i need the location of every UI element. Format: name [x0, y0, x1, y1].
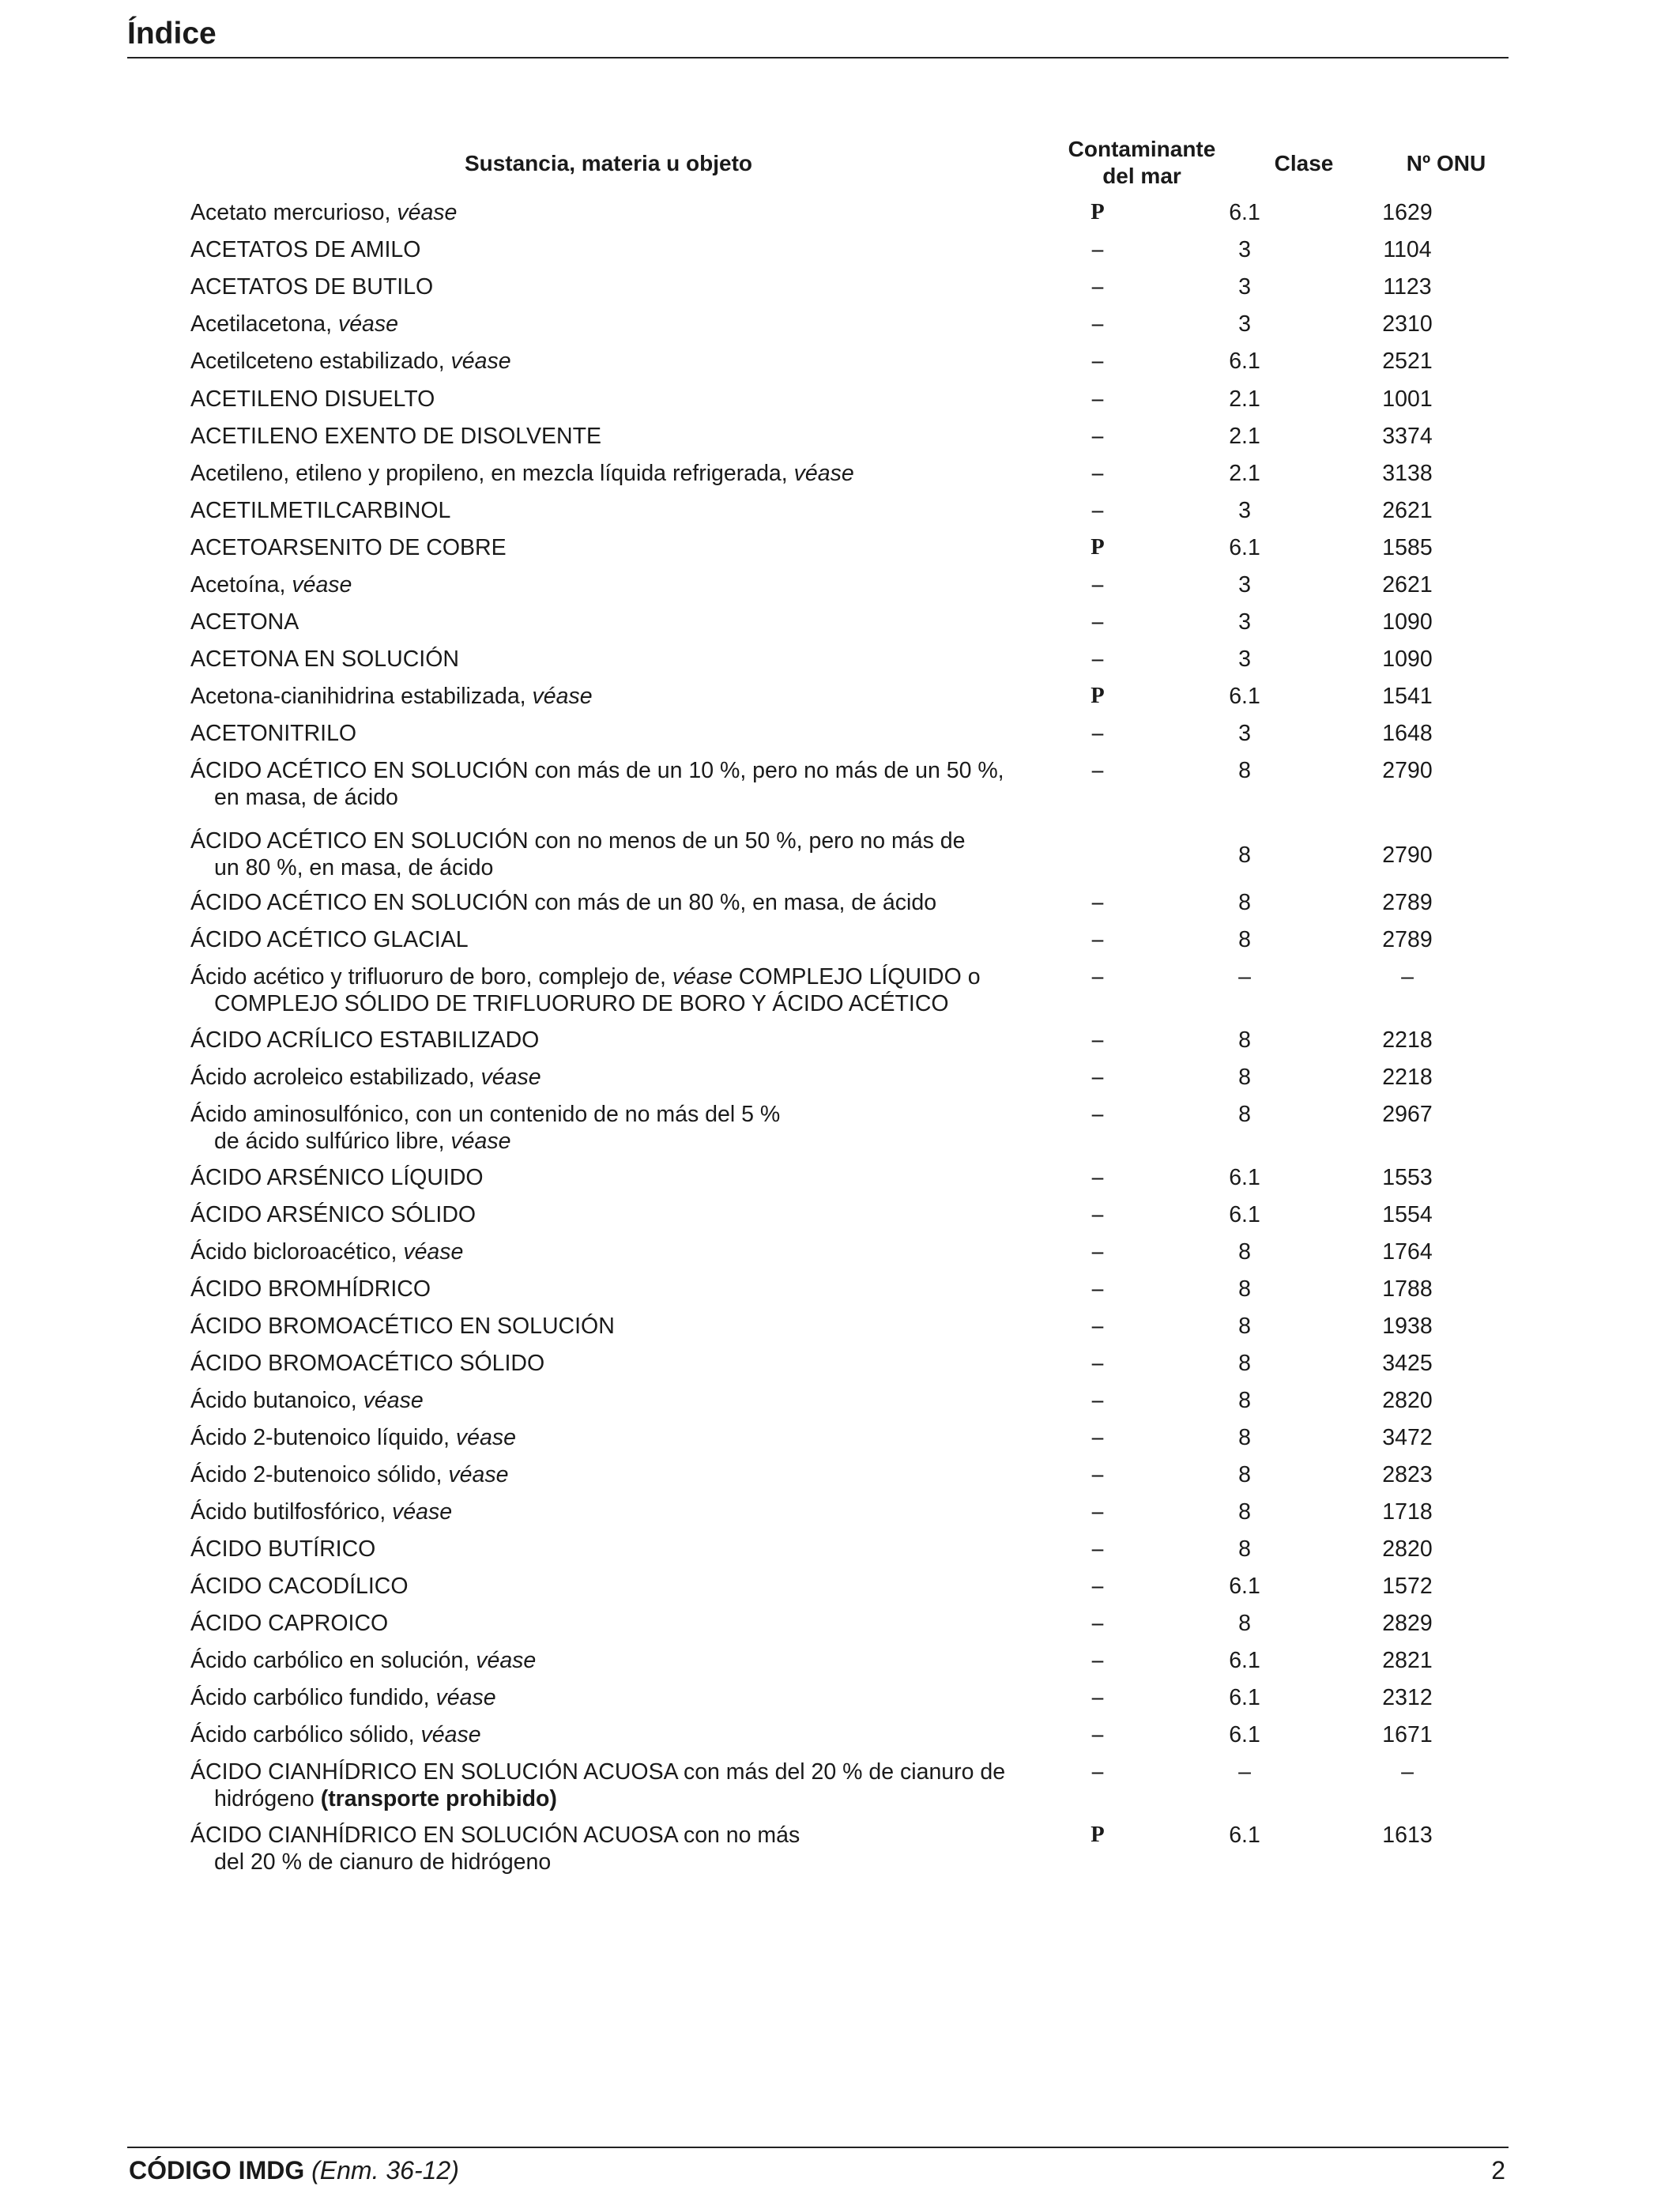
- substance-name: [190, 683, 1044, 710]
- class-cell: 8: [1238, 1351, 1251, 1376]
- substance-name: [190, 1647, 1044, 1674]
- marine-pollutant-cell: –: [1091, 572, 1104, 597]
- class-cell: 6.1: [1229, 1722, 1260, 1747]
- substance-text: ÁCIDO ACÉTICO EN SOLUCIÓN con no menos de un 50 %, pero no más de: [190, 828, 966, 854]
- substance-line-2: [190, 1785, 1044, 1812]
- substance-text: del 20 % de cianuro de hidrógeno: [214, 1849, 552, 1875]
- un-number-cell: 2789: [1382, 890, 1433, 915]
- substance-line-1: [190, 926, 1044, 953]
- substance-line-1: [190, 827, 1044, 854]
- substance-text: ÁCIDO BUTÍRICO: [190, 1536, 376, 1562]
- substance-name: [190, 963, 1044, 1017]
- marine-pollutant-cell: –: [1091, 1276, 1104, 1301]
- substance-name: [190, 1387, 1044, 1414]
- substance-text: (transporte prohibido): [320, 1786, 557, 1811]
- un-number-cell: 1572: [1382, 1574, 1433, 1599]
- substance-name: [190, 1101, 1044, 1155]
- substance-name: [190, 646, 1044, 673]
- see-reference: véase: [476, 1648, 537, 1673]
- substance-name: [190, 1759, 1044, 1812]
- class-cell: 8: [1238, 843, 1251, 868]
- see-reference: véase: [337, 311, 399, 337]
- substance-line-1: [190, 1498, 1044, 1525]
- marine-pollutant-cell: –: [1091, 647, 1104, 671]
- column-header-marine-pollutant-line2: del mar: [1102, 164, 1181, 188]
- see-reference: véase: [450, 1129, 511, 1154]
- un-number-cell: 2789: [1382, 927, 1433, 952]
- substance-name: [190, 236, 1044, 263]
- marine-pollutant-cell: –: [1091, 237, 1104, 262]
- substance-line-1: [190, 1822, 1044, 1849]
- un-number-cell: 2310: [1382, 311, 1433, 337]
- substance-line-1: [190, 497, 1044, 524]
- un-number-cell: 1123: [1383, 274, 1432, 300]
- marine-pollutant-cell: –: [1091, 1065, 1104, 1089]
- substance-name: [190, 534, 1044, 561]
- substance-text: ACETILMETILCARBINOL: [190, 498, 451, 523]
- see-reference: véase: [363, 1388, 424, 1413]
- substance-text: Acetona-cianihidrina estabilizada,: [190, 684, 533, 709]
- substance-text: hidrógeno: [214, 1786, 321, 1811]
- substance-name: [190, 1536, 1044, 1563]
- substance-text: un 80 %, en masa, de ácido: [214, 855, 494, 880]
- marine-pollutant-cell: –: [1091, 1388, 1104, 1412]
- substance-name: [190, 609, 1044, 635]
- substance-text: ACETILENO EXENTO DE DISOLVENTE: [190, 424, 601, 449]
- footer-code: CÓDIGO IMDG: [129, 2156, 305, 2185]
- substance-line-1: [190, 889, 1044, 916]
- substance-text: Ácido butilfosfórico,: [190, 1499, 393, 1525]
- substance-text: ÁCIDO ACÉTICO EN SOLUCIÓN con más de un 80 %, en masa, de ácido: [190, 890, 937, 915]
- substance-name: [190, 1027, 1044, 1054]
- substance-name: [190, 386, 1044, 413]
- un-number-cell: 2820: [1382, 1388, 1433, 1413]
- substance-text: Ácido butanoico,: [190, 1388, 363, 1413]
- un-number-cell: 1553: [1382, 1165, 1433, 1190]
- un-number-cell: 1671: [1382, 1722, 1433, 1747]
- marine-pollutant-cell: –: [1091, 349, 1104, 373]
- class-cell: 2.1: [1229, 386, 1260, 412]
- substance-name: [190, 757, 1044, 811]
- substance-name: [190, 926, 1044, 953]
- marine-pollutant-cell: –: [1091, 1202, 1104, 1227]
- substance-name: [190, 1064, 1044, 1091]
- un-number-cell: 2621: [1382, 572, 1433, 598]
- substance-name: [190, 1822, 1044, 1875]
- column-header-substance: Sustancia, materia u objeto: [464, 151, 753, 175]
- footer-amendment: (Enm. 36-12): [311, 2156, 459, 2185]
- class-cell: 8: [1238, 927, 1251, 952]
- substance-name: [190, 1721, 1044, 1748]
- page-title: Índice: [127, 17, 217, 51]
- substance-text: ACETOARSENITO DE COBRE: [190, 535, 507, 560]
- class-cell: 6.1: [1229, 684, 1260, 709]
- substance-line-1: [190, 1276, 1044, 1302]
- substance-line-1: [190, 1201, 1044, 1228]
- substance-name: [190, 1276, 1044, 1302]
- marine-pollutant-cell: –: [1091, 498, 1104, 522]
- un-number-cell: 2823: [1382, 1462, 1433, 1487]
- marine-pollutant-cell: –: [1091, 1165, 1104, 1189]
- un-number-cell: 2218: [1382, 1027, 1433, 1053]
- marine-pollutant-cell: –: [1091, 964, 1104, 989]
- class-cell: 2.1: [1229, 461, 1260, 486]
- class-cell: 2.1: [1229, 424, 1260, 449]
- un-number-cell: 2621: [1382, 498, 1433, 523]
- marine-pollutant-cell: –: [1091, 461, 1104, 485]
- marine-pollutant-cell: –: [1091, 1648, 1104, 1672]
- substance-text: ACETATOS DE AMILO: [190, 237, 421, 262]
- substance-name: [190, 827, 1044, 881]
- substance-text: de ácido sulfúrico libre,: [214, 1129, 451, 1154]
- class-cell: 8: [1238, 1462, 1251, 1487]
- see-reference: véase: [392, 1499, 453, 1525]
- substance-line-1: [190, 1721, 1044, 1748]
- substance-name: [190, 311, 1044, 337]
- un-number-cell: 1090: [1382, 609, 1433, 635]
- un-number-cell: 1938: [1382, 1314, 1433, 1339]
- substance-line-2: [190, 784, 1044, 811]
- page-header: [127, 11, 1509, 58]
- class-cell: 8: [1238, 1611, 1251, 1636]
- class-cell: 6.1: [1229, 1165, 1260, 1190]
- class-cell: 6.1: [1229, 200, 1260, 225]
- see-reference: véase: [292, 572, 352, 598]
- class-cell: 8: [1238, 1027, 1251, 1053]
- class-cell: 6.1: [1229, 1685, 1260, 1710]
- marine-pollutant-cell: –: [1091, 758, 1104, 782]
- marine-pollutant-cell: –: [1091, 1027, 1104, 1052]
- un-number-cell: 2820: [1382, 1536, 1433, 1562]
- substance-text: ACETILENO DISUELTO: [190, 386, 435, 412]
- un-number-cell: 3425: [1382, 1351, 1433, 1376]
- column-header-marine-pollutant-line1: Contaminante: [1068, 137, 1216, 161]
- substance-line-1: [190, 311, 1044, 337]
- substance-line-1: [190, 609, 1044, 635]
- marine-pollutant-cell: –: [1091, 1536, 1104, 1561]
- substance-text: Ácido carbólico sólido,: [190, 1722, 421, 1747]
- substance-text: Ácido bicloroacético,: [190, 1239, 404, 1265]
- class-cell: –: [1238, 1759, 1251, 1785]
- un-number-cell: 1718: [1382, 1499, 1433, 1525]
- un-number-cell: 2790: [1382, 843, 1433, 868]
- class-cell: 3: [1238, 237, 1251, 262]
- marine-pollutant-cell: –: [1091, 1611, 1104, 1635]
- un-number-cell: –: [1401, 964, 1414, 990]
- substance-name: [190, 1238, 1044, 1265]
- marine-pollutant-cell: –: [1091, 609, 1104, 634]
- marine-pollutant-cell: P: [1090, 684, 1105, 708]
- see-reference: véase: [672, 964, 733, 990]
- page-footer: [127, 2147, 1509, 2192]
- marine-pollutant-cell: –: [1091, 1102, 1104, 1126]
- see-reference: véase: [455, 1425, 516, 1450]
- substance-line-1: [190, 683, 1044, 710]
- un-number-cell: 1554: [1382, 1202, 1433, 1227]
- substance-line-1: [190, 386, 1044, 413]
- un-number-cell: 2521: [1382, 349, 1433, 374]
- substance-line-1: [190, 1573, 1044, 1600]
- class-cell: 6.1: [1229, 1574, 1260, 1599]
- un-number-cell: 2967: [1382, 1102, 1433, 1127]
- marine-pollutant-cell: –: [1091, 311, 1104, 336]
- un-number-cell: 3374: [1382, 424, 1433, 449]
- substance-name: [190, 199, 1044, 226]
- marine-pollutant-cell: P: [1090, 1823, 1105, 1847]
- substance-name: [190, 571, 1044, 598]
- table-header: [190, 136, 1501, 207]
- un-number-cell: 1648: [1382, 721, 1433, 746]
- substance-text: ÁCIDO ACRÍLICO ESTABILIZADO: [190, 1027, 540, 1053]
- substance-line-1: [190, 273, 1044, 300]
- class-cell: 6.1: [1229, 1823, 1260, 1848]
- substance-text: en masa, de ácido: [214, 785, 398, 810]
- substance-line-1: [190, 1164, 1044, 1191]
- class-cell: 8: [1238, 1314, 1251, 1339]
- marine-pollutant-cell: –: [1091, 424, 1104, 448]
- column-header-class: Clase: [1274, 151, 1334, 175]
- substance-name: [190, 273, 1044, 300]
- substance-line-1: [190, 534, 1044, 561]
- marine-pollutant-cell: P: [1090, 200, 1105, 224]
- substance-text: ACETONA: [190, 609, 299, 635]
- class-cell: 6.1: [1229, 1202, 1260, 1227]
- substance-line-1: [190, 236, 1044, 263]
- substance-text: ÁCIDO BROMHÍDRICO: [190, 1276, 431, 1302]
- substance-text: COMPLEJO LÍQUIDO o: [732, 964, 981, 990]
- substance-name: [190, 1610, 1044, 1637]
- un-number-cell: 2790: [1382, 758, 1433, 783]
- substance-line-1: [190, 1313, 1044, 1340]
- substance-line-1: [190, 348, 1044, 375]
- substance-text: ÁCIDO BROMOACÉTICO SÓLIDO: [190, 1351, 545, 1376]
- marine-pollutant-cell: –: [1091, 1351, 1104, 1375]
- un-number-cell: 2821: [1382, 1648, 1433, 1673]
- substance-line-1: [190, 423, 1044, 450]
- substance-line-1: [190, 1647, 1044, 1674]
- substance-text: ÁCIDO CACODÍLICO: [190, 1574, 409, 1599]
- un-number-cell: –: [1401, 1759, 1414, 1785]
- substance-line-1: [190, 646, 1044, 673]
- substance-text: ÁCIDO ARSÉNICO LÍQUIDO: [190, 1165, 484, 1190]
- substance-text: ACETATOS DE BUTILO: [190, 274, 434, 300]
- substance-line-1: [190, 1238, 1044, 1265]
- class-cell: 3: [1238, 647, 1251, 672]
- class-cell: 8: [1238, 1065, 1251, 1090]
- un-number-cell: 2312: [1382, 1685, 1433, 1710]
- marine-pollutant-cell: –: [1091, 1499, 1104, 1524]
- substance-text: Ácido acroleico estabilizado,: [190, 1065, 481, 1090]
- substance-text: Acetato mercurioso,: [190, 200, 397, 225]
- substance-name: [190, 1164, 1044, 1191]
- class-cell: –: [1238, 964, 1251, 990]
- substance-line-2: [190, 854, 1044, 881]
- substance-line-1: [190, 1461, 1044, 1488]
- substance-text: ÁCIDO CIANHÍDRICO EN SOLUCIÓN ACUOSA con más del 20 % de cianuro de: [190, 1759, 1006, 1785]
- un-number-cell: 1090: [1382, 647, 1433, 672]
- substance-line-2: [190, 1849, 1044, 1875]
- see-reference: véase: [450, 349, 511, 374]
- class-cell: 6.1: [1229, 349, 1260, 374]
- see-reference: véase: [448, 1462, 509, 1487]
- substance-line-1: [190, 963, 1044, 990]
- class-cell: 3: [1238, 609, 1251, 635]
- substance-name: [190, 1424, 1044, 1451]
- marine-pollutant-cell: –: [1091, 1685, 1104, 1710]
- marine-pollutant-cell: –: [1091, 1425, 1104, 1449]
- substance-text: ÁCIDO ARSÉNICO SÓLIDO: [190, 1202, 477, 1227]
- substance-name: [190, 1313, 1044, 1340]
- substance-text: COMPLEJO SÓLIDO DE TRIFLUORURO DE BORO Y ÁCIDO ACÉTICO: [214, 991, 949, 1016]
- substance-text: ACETONA EN SOLUCIÓN: [190, 647, 459, 672]
- substance-text: ÁCIDO ACÉTICO EN SOLUCIÓN con más de un 10 %, pero no más de un 50 %,: [190, 758, 1004, 783]
- substance-line-1: [190, 1536, 1044, 1563]
- marine-pollutant-cell: –: [1091, 721, 1104, 745]
- page-number: 2: [1491, 2156, 1505, 2185]
- substance-name: [190, 348, 1044, 375]
- marine-pollutant-cell: –: [1091, 1722, 1104, 1747]
- marine-pollutant-cell: –: [1091, 1314, 1104, 1338]
- substance-line-2: [190, 1128, 1044, 1155]
- marine-pollutant-cell: –: [1091, 1759, 1104, 1784]
- class-cell: 6.1: [1229, 1648, 1260, 1673]
- substance-name: [190, 1684, 1044, 1711]
- class-cell: 6.1: [1229, 535, 1260, 560]
- substance-name: [190, 720, 1044, 747]
- substance-line-1: [190, 1027, 1044, 1054]
- class-cell: 3: [1238, 572, 1251, 598]
- substance-line-1: [190, 1759, 1044, 1785]
- see-reference: véase: [403, 1239, 464, 1265]
- substance-line-2: [190, 990, 1044, 1017]
- substance-text: Acetilceteno estabilizado,: [190, 349, 451, 374]
- marine-pollutant-cell: –: [1091, 890, 1104, 914]
- marine-pollutant-cell: –: [1091, 274, 1104, 299]
- class-cell: 8: [1238, 890, 1251, 915]
- substance-line-1: [190, 199, 1044, 226]
- substance-text: ÁCIDO BROMOACÉTICO EN SOLUCIÓN: [190, 1314, 615, 1339]
- footer-publication: [129, 2156, 459, 2185]
- substance-text: ÁCIDO CIANHÍDRICO EN SOLUCIÓN ACUOSA con no más: [190, 1823, 800, 1848]
- un-number-cell: 1613: [1382, 1823, 1433, 1848]
- see-reference: véase: [435, 1685, 496, 1710]
- un-number-cell: 2829: [1382, 1611, 1433, 1636]
- see-reference: véase: [793, 461, 854, 486]
- class-cell: 3: [1238, 311, 1251, 337]
- substance-text: Acetileno, etileno y propileno, en mezcla líquida refrigerada,: [190, 461, 794, 486]
- substance-line-1: [190, 571, 1044, 598]
- substance-text: ÁCIDO CAPROICO: [190, 1611, 389, 1636]
- un-number-cell: 1788: [1382, 1276, 1433, 1302]
- see-reference: véase: [397, 200, 458, 225]
- substance-text: Ácido 2-butenoico sólido,: [190, 1462, 449, 1487]
- substance-line-1: [190, 1387, 1044, 1414]
- marine-pollutant-cell: –: [1091, 1574, 1104, 1598]
- class-cell: 8: [1238, 1388, 1251, 1413]
- substance-name: [190, 460, 1044, 487]
- substance-text: Acetoína,: [190, 572, 292, 598]
- marine-pollutant-cell: –: [1091, 386, 1104, 411]
- substance-name: [190, 1350, 1044, 1377]
- substance-name: [190, 889, 1044, 916]
- substance-name: [190, 497, 1044, 524]
- see-reference: véase: [480, 1065, 541, 1090]
- substance-text: Ácido acético y trifluoruro de boro, complejo de,: [190, 964, 672, 990]
- substance-line-1: [190, 1101, 1044, 1128]
- substance-name: [190, 1201, 1044, 1228]
- un-number-cell: 1001: [1382, 386, 1433, 412]
- substance-line-1: [190, 460, 1044, 487]
- un-number-cell: 3138: [1382, 461, 1433, 486]
- un-number-cell: 2218: [1382, 1065, 1433, 1090]
- marine-pollutant-cell: –: [1091, 1239, 1104, 1264]
- substance-name: [190, 1573, 1044, 1600]
- substance-text: Ácido carbólico en solución,: [190, 1648, 477, 1673]
- class-cell: 3: [1238, 498, 1251, 523]
- substance-text: Ácido aminosulfónico, con un contenido de no más del 5 %: [190, 1102, 781, 1127]
- substance-name: [190, 423, 1044, 450]
- un-number-cell: 3472: [1382, 1425, 1433, 1450]
- class-cell: 3: [1238, 721, 1251, 746]
- see-reference: véase: [532, 684, 593, 709]
- class-cell: 8: [1238, 1425, 1251, 1450]
- substance-line-1: [190, 720, 1044, 747]
- substance-name: [190, 1498, 1044, 1525]
- substance-line-1: [190, 1350, 1044, 1377]
- substance-text: Ácido 2-butenoico líquido,: [190, 1425, 456, 1450]
- column-header-un-number: Nº ONU: [1406, 151, 1486, 175]
- class-cell: 8: [1238, 1499, 1251, 1525]
- substance-text: ÁCIDO ACÉTICO GLACIAL: [190, 927, 469, 952]
- substance-line-1: [190, 1064, 1044, 1091]
- substance-name: [190, 1461, 1044, 1488]
- substance-line-1: [190, 1684, 1044, 1711]
- class-cell: 3: [1238, 274, 1251, 300]
- marine-pollutant-cell: –: [1091, 927, 1104, 952]
- class-cell: 8: [1238, 1276, 1251, 1302]
- substance-text: Acetilacetona,: [190, 311, 338, 337]
- un-number-cell: 1104: [1383, 237, 1432, 262]
- substance-line-1: [190, 1424, 1044, 1451]
- substance-line-1: [190, 757, 1044, 784]
- marine-pollutant-cell: –: [1091, 1462, 1104, 1487]
- substance-line-1: [190, 1610, 1044, 1637]
- class-cell: 8: [1238, 1536, 1251, 1562]
- marine-pollutant-cell: P: [1090, 535, 1105, 560]
- un-number-cell: 1541: [1382, 684, 1433, 709]
- substance-text: Ácido carbólico fundido,: [190, 1685, 436, 1710]
- class-cell: 8: [1238, 758, 1251, 783]
- class-cell: 8: [1238, 1102, 1251, 1127]
- see-reference: véase: [420, 1722, 481, 1747]
- un-number-cell: 1764: [1382, 1239, 1433, 1265]
- class-cell: 8: [1238, 1239, 1251, 1265]
- un-number-cell: 1629: [1382, 200, 1433, 225]
- substance-text: ACETONITRILO: [190, 721, 357, 746]
- un-number-cell: 1585: [1382, 535, 1433, 560]
